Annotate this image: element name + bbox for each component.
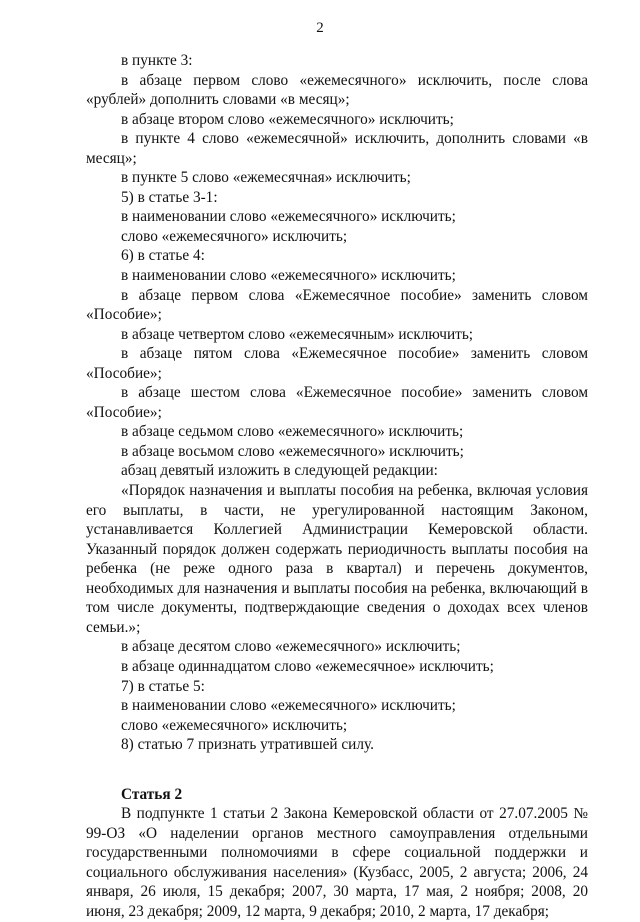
paragraph: в наименовании слово «ежемесячного» исключить; xyxy=(121,267,456,285)
paragraph: в пункте 3: xyxy=(121,52,193,69)
paragraph: в абзаце десятом слово «ежемесячного» исключить; xyxy=(121,638,461,656)
document-body xyxy=(86,51,588,922)
paragraph: в абзаце первом слова «Ежемесячное пособие» заменить словом «Пособие»; xyxy=(86,286,588,324)
paragraph: 5) в статье 3-1: xyxy=(121,188,218,206)
paragraph: в абзаце одиннадцатом слово «ежемесячное» исключить; xyxy=(121,657,494,675)
article-paragraph: В подпункте 1 статьи 2 Закона Кемеровской области от 27.07.2005 № 99-ОЗ «О наделении органов местного самоуправления отдельными государственными полномочиями в сфере социальной поддержки и социального обслуживания населения» (Кузбасс, 2005, 2 августа; 2006, 24 января, 26 июля, 15 декабря; 2007, 30 марта, 17 мая, 2 ноября; 2008, 20 июня, 23 декабря; 2009, 12 марта, 9 декабря; 2010, 2 марта, 17 декабря; xyxy=(86,805,588,920)
paragraph: в абзаце четвертом слово «ежемесячным» исключить; xyxy=(121,325,474,343)
paragraph: в пункте 4 слово «ежемесячной» исключить, дополнить словами «в месяц»; xyxy=(86,130,588,167)
paragraph: в абзаце седьмом слово «ежемесячного» исключить; xyxy=(121,423,464,441)
paragraph: в абзаце шестом слова «Ежемесячное пособие» заменить словом «Пособие»; xyxy=(86,384,588,421)
page-number: 2 xyxy=(316,20,324,36)
paragraph: 8) статью 7 признать утратившей силу. xyxy=(121,736,374,754)
paragraph: в абзаце первом слово «ежемесячного» исключить, после слова «рублей» дополнить словами «в месяц»; xyxy=(86,71,588,109)
paragraph: в абзаце восьмом слово «ежемесячного» исключить; xyxy=(121,442,464,460)
paragraph: в наименовании слово «ежемесячного» исключить; xyxy=(121,697,456,715)
paragraph: 6) в статье 4: xyxy=(121,247,205,265)
paragraph: слово «ежемесячного» исключить; xyxy=(121,716,348,734)
paragraph: в пункте 5 слово «ежемесячная» исключить; xyxy=(121,169,411,187)
article-heading: Статья 2 xyxy=(121,785,183,803)
paragraph: слово «ежемесячного» исключить; xyxy=(121,227,348,245)
paragraph: в абзаце втором слово «ежемесячного» исключить; xyxy=(121,110,454,128)
paragraph: 7) в статье 5: xyxy=(121,677,205,695)
paragraph: в абзаце пятом слова «Ежемесячное пособие» заменить словом «Пособие»; xyxy=(86,345,588,382)
quoted-paragraph: «Порядок назначения и выплаты пособия на ребенка, включая условия его выплаты, в части, не урегулированной настоящим Законом, устанавливается Коллегией Администрации Кемеровской области. Указанный порядок должен содержать периодичность выплаты пособия на ребенка (не реже одного раза в квартал) и перечень документов, необходимых для назначения и выплаты пособия на ребенка, включающий в том числе документы, подтверждающие сведения о доходах всех членов семьи.»; xyxy=(86,482,588,636)
paragraph: в наименовании слово «ежемесячного» исключить; xyxy=(121,208,456,226)
section-spacer xyxy=(86,755,588,785)
paragraph: абзац девятый изложить в следующей редакции: xyxy=(121,462,438,480)
